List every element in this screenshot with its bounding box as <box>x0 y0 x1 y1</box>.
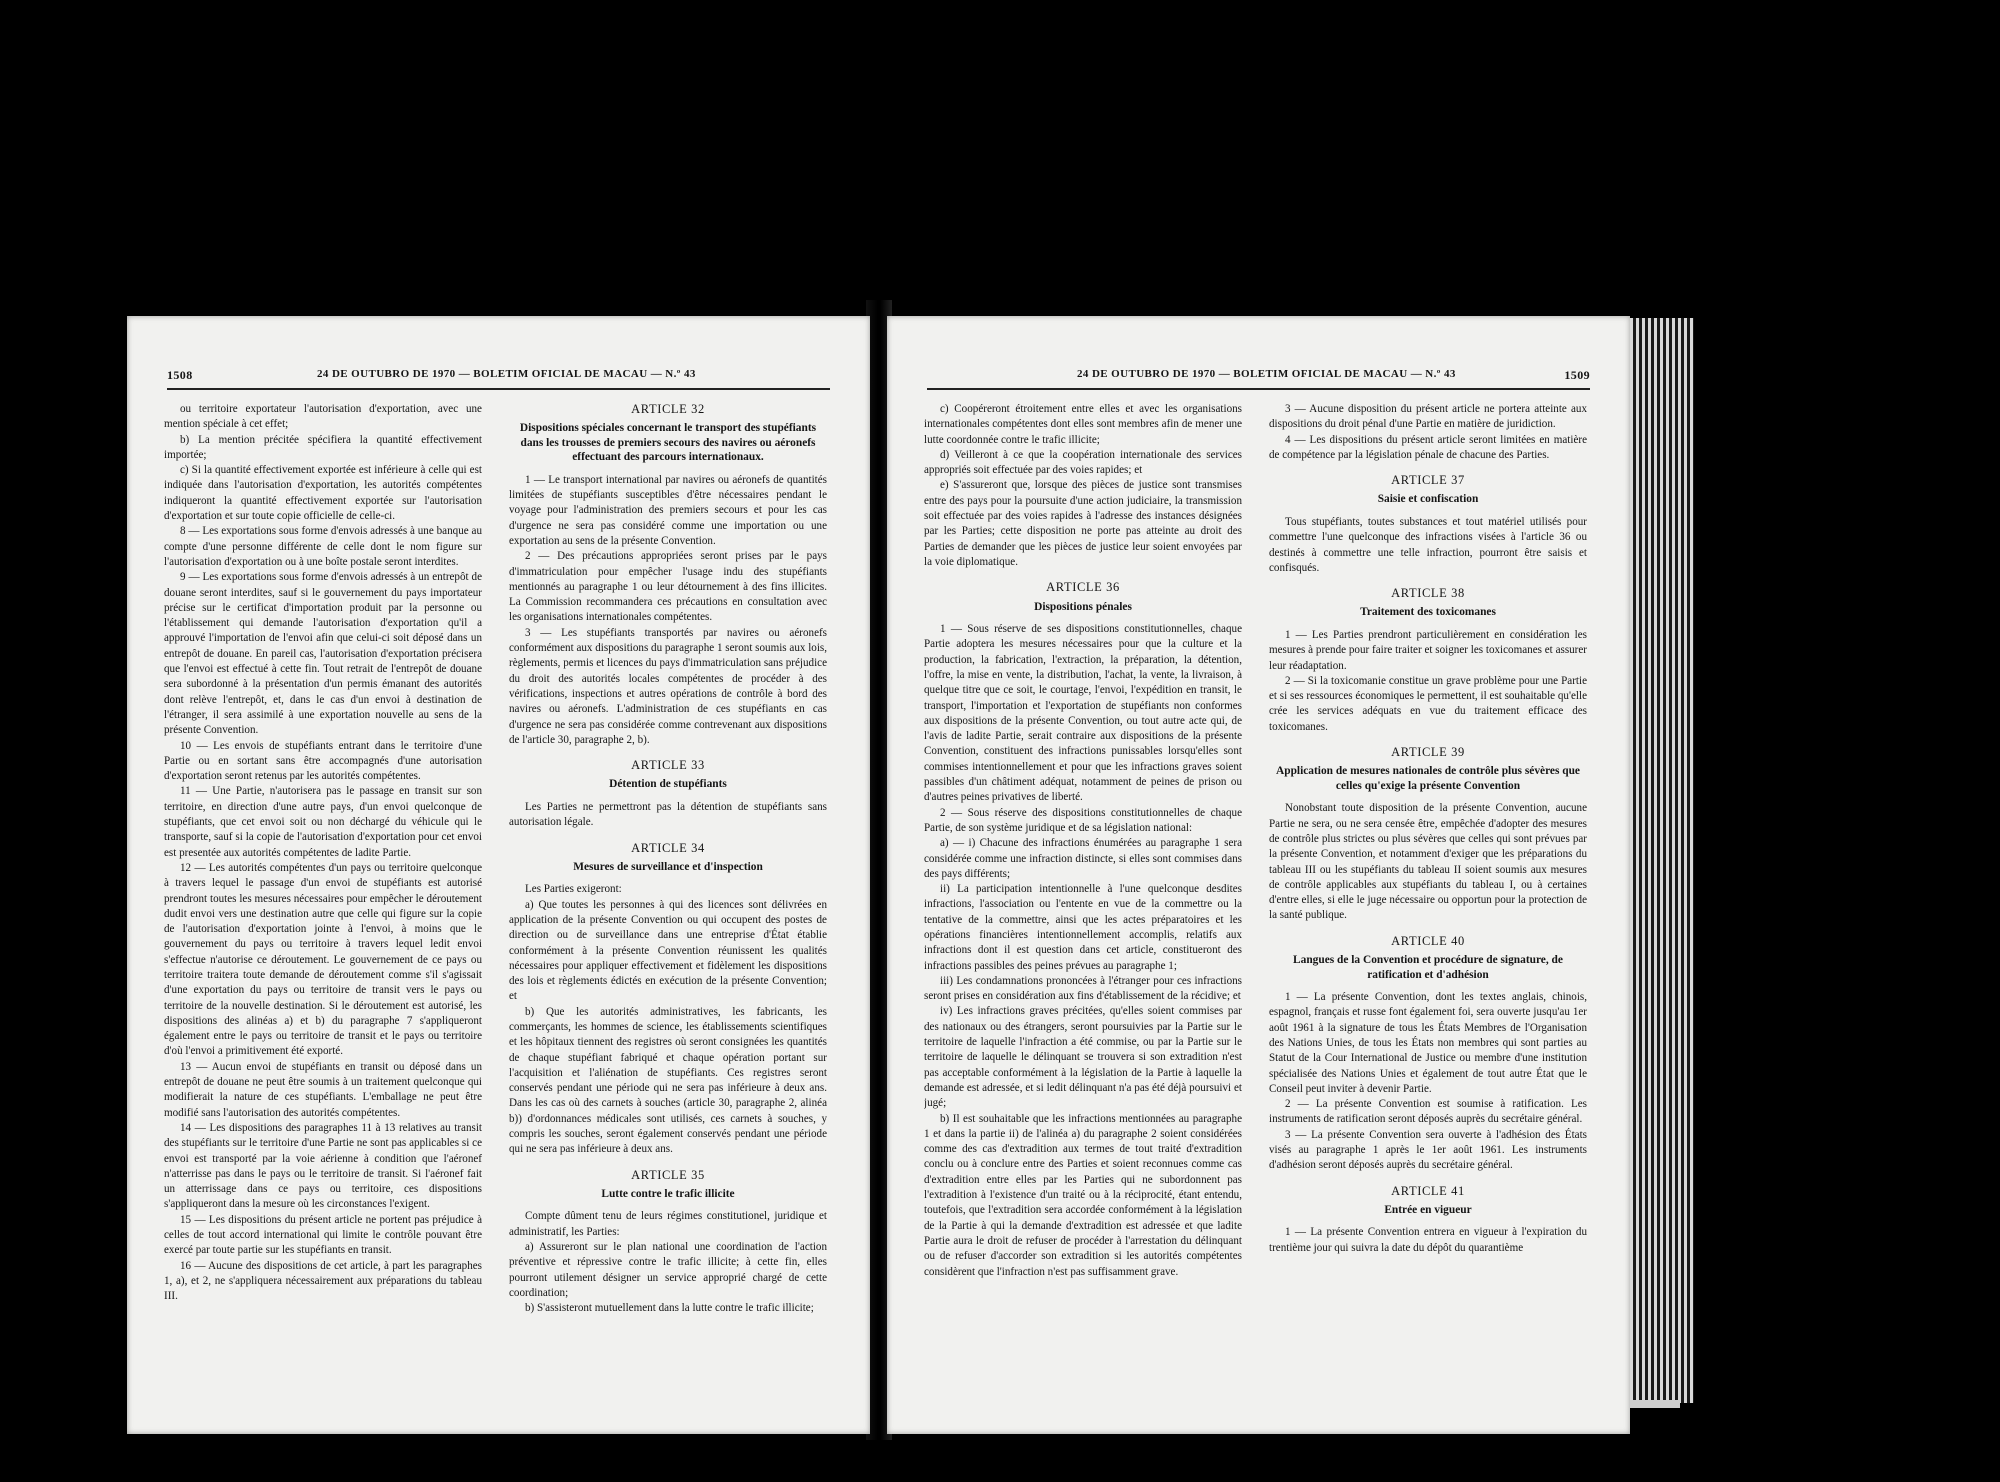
left-page-column-2 <box>509 402 827 1404</box>
paragraph: c) Si la quantité effectivement exportée est inférieure à celle qui est indiquée dans l'autorisation d'exportation, les autorités compétentes indiqueront la quantité effectivement exportée sur l'autorisation d'exportation et sur toute copie officielle de celle-ci. <box>164 464 482 523</box>
paragraph: 12 — Les autorités compétentes d'un pays ou territoire quelconque à travers lequel le passage d'un envoi de stupéfiants est autorisé prendront toutes les mesures nécessaires pour empêcher le déroutement dudit envoi vers une destination autre que celle qui figure sur la copie de l'autorisation d'exportation jointe à l'envoi, à moins que le gouvernement du pays ou territoire à travers lequel ledit envoi s'effectue n'autorise ce déroutement. Le gouvernement de ce pays ou territoire traitera toute demande de déroutement comme s'il s'agissait d'une exportation du pays ou territoire de transit vers le pays ou territoire de la nouvelle destination. Si le déroutement est autorisé, les dispositions des alinéas a) et b) du paragraphe 7 s'appliqueront également entre le pays ou territoire de transit et le pays ou territoire d'où l'envoi a primitivement été exporté. <box>164 861 482 1058</box>
article-title: Lutte contre le trafic illicite <box>601 1187 735 1200</box>
left-page <box>127 316 870 1434</box>
paragraph: ou territoire exportateur l'autorisation d'exportation, avec une mention spéciale à cet effet; <box>164 403 482 431</box>
paragraph: 2 — Sous réserve des dispositions constitutionnelles de chaque Partie, de son système juridique et de sa législation national: <box>924 806 1242 834</box>
article-heading: ARTICLE 36 <box>1046 580 1120 595</box>
article-title: Entrée en vigueur <box>1384 1203 1472 1216</box>
article-title: Traitement des toxicomanes <box>1360 606 1496 619</box>
page-number: 1509 <box>1564 368 1590 382</box>
paragraph: 11 — Une Partie, n'autorisera pas le passage en transit sur son territoire, en direction d'une autre pays, d'un envoi quelconque de stupéfiants, que cet envoi soit ou non déchargé du véhicule qui le transporte, sauf si la copie de l'autorisation d'exportation pour cet envoi est presentée aux autorités compétentes de ladite Partie. <box>164 785 482 859</box>
paragraph: 4 — Les dispositions du présent article seront limitées en matière de compétence par la législation pénale de chacune des Parties. <box>1269 433 1587 461</box>
article-heading: ARTICLE 33 <box>631 758 705 773</box>
paragraph: Les Parties ne permettront pas la détention de stupéfiants sans autorisation légale. <box>509 800 827 829</box>
paragraph: 3 — La présente Convention sera ouverte à l'adhésion des États visés au paragraphe 1 après le 1er août 1961. Les instruments d'adhésion seront déposés auprès du secrétaire général. <box>1269 1128 1587 1172</box>
paragraph: iv) Les infractions graves précitées, qu'elles soient commises par des nationaux ou des étrangers, seront poursuivies par la Partie sur le territoire de laquelle l'infraction a été commise, ou par la Partie sur le territoire de laquelle le délinquant se trouvera si son extradition n'est pas acceptable conformément à la législation de la Partie à laquelle la demande est adressée, et si ledit délinquant n'a pas été déjà poursuivi et jugé; <box>924 1005 1242 1110</box>
paragraph: Nonobstant toute disposition de la présente Convention, aucune Partie ne sera, ou ne sera censée être, empêchée d'adopter des mesures de contrôle plus strictes ou plus sévères que celles qui sont prévues par la présente Convention, et notamment d'exiger que les préparations du tableau III ou les stupéfiants du tableau II soient soumis aux mesures de contrôle applicables aux stupéfiants du tableau I, ou à certaines d'entre elles, si elle le juge nécessaire ou opportun pour la protection de la santé publique. <box>1269 802 1587 922</box>
right-page-column-1 <box>924 402 1242 1404</box>
right-page-column-2 <box>1269 402 1587 1404</box>
running-header: 24 DE OUTUBRO DE 1970 — BOLETIM OFICIAL DE MACAU — N.º 43 <box>1077 368 1456 380</box>
article-heading: ARTICLE 40 <box>1391 933 1465 948</box>
article-heading: ARTICLE 39 <box>1391 745 1465 760</box>
paragraph: b) La mention précitée spécifiera la quantité effectivement importée; <box>164 433 482 461</box>
paragraph: 2 — La présente Convention est soumise à ratification. Les instruments de ratification seront déposés auprès du secrétaire général. <box>1269 1098 1587 1126</box>
paragraph: d) Veilleront à ce que la coopération internationale des services appropriés soit effectuée par des voies rapides; et <box>924 448 1242 477</box>
article-heading: ARTICLE 41 <box>1391 1183 1465 1198</box>
article-heading: ARTICLE 34 <box>631 840 705 855</box>
paragraph: a) — i) Chacune des infractions énumérées au paragraphe 1 sera considérée comme une infraction distincte, si elles sont commises dans des pays différents; <box>924 837 1242 880</box>
article-heading: ARTICLE 35 <box>631 1167 705 1182</box>
left-page-header <box>167 368 830 390</box>
paragraph: 16 — Aucune des dispositions de cet article, à part les paragraphes 1, a), et 2, ne s'appliquera nécessairement aux préparations du tableau III. <box>164 1259 482 1303</box>
paragraph: 14 — Les dispositions des paragraphes 11 à 13 relatives au transit des stupéfiants sur le territoire d'une Partie ne sont pas applicables si ce envoi est transporté par la voie aérienne à condition que l'aéronef n'atterrisse pas dans le pays ou le territoire de transit. Si l'aéronef fait un atterrissage dans ce pays ou territoire, ces dispositions s'appliqueront dans la mesure où les circonstances l'exigent. <box>164 1121 482 1211</box>
paragraph: 1 — Les Parties prendront particulièrement en considération les mesures à prende pour faire traiter et soigner les toxicomanes et assurer leur réadaptation. <box>1269 628 1587 672</box>
article-title: Détention de stupéfiants <box>609 778 727 791</box>
article-title: Dispositions pénales <box>1034 600 1132 613</box>
right-page <box>887 316 1630 1434</box>
paragraph: e) S'assureront que, lorsque des pièces de justice sont transmises entre des pays pour la poursuite d'une action judiciaire, la transmission soit effectuée par des voies rapides à l'adresse des instances désignées par les Parties; cette disposition ne porte pas atteinte au droit des Parties de demander que les pièces de justice leur soient envoyées par la voie diplomatique. <box>924 479 1242 568</box>
paragraph: 10 — Les envois de stupéfiants entrant dans le territoire d'une Partie ou en sortant sans être accompagnés d'une autorisation d'exportation seront retenus par les autorités compétentes. <box>164 739 482 783</box>
paragraph: ii) La participation intentionnelle à l'une quelconque desdites infractions, l'association ou l'entente en vue de la commettre ou la tentative de la commettre, ainsi que les actes préparatoires et les opérations financières intentionnellement accomplis, relatifs aux infractions dont il est question dans cet article, constitueront des infractions passibles des peines prévues au paragraphe 1; <box>924 883 1242 972</box>
article-heading: ARTICLE 38 <box>1391 586 1465 601</box>
article-title: Saisie et confiscation <box>1377 493 1479 506</box>
paragraph: 1 — Sous réserve de ses dispositions constitutionnelles, chaque Partie adoptera les mesures nécessaires pour que la culture et la production, la fabrication, l'extraction, la préparation, la détention, l'offre, la mise en vente, la distribution, l'achat, la vente, la livraison, à quelque titre que ce soit, le courtage, l'envoi, l'expédition en transit, le transport, l'importation et l'exportation de stupéfiants non conformes aux dispositions de la présente Convention, ou tout autre acte qui, de l'avis de ladite Partie, serait contraire aux dispositions de la présente Convention, constituent des infractions punissables lorsqu'elles sont commises intentionnellement et pour que les infractions graves soient passibles d'un châtiment adéquat, notamment de peines de prison ou d'autres peines privatives de liberté. <box>924 623 1242 804</box>
paragraph: a) Que toutes les personnes à qui des licences sont délivrées en application de la présente Convention ou qui occupent des postes de direction ou de surveillance dans une entreprise d'État établie conformément à la présente Convention réunissent les qualités nécessaires pour appliquer effectivement et fidèlement les dispositions des lois et règlements édictés en exécution de la présente Convention; et <box>509 898 827 1003</box>
running-header: 24 DE OUTUBRO DE 1970 — BOLETIM OFICIAL DE MACAU — N.º 43 <box>317 368 696 380</box>
page-edges <box>1630 318 1694 1403</box>
paragraph: 1 — La présente Convention entrera en vigueur à l'expiration du trentième jour qui suivra la date du dépôt du quarantième <box>1269 1226 1587 1254</box>
left-page-column-1 <box>164 402 482 1404</box>
paragraph: 2 — Si la toxicomanie constitue un grave problème pour une Partie et si ses ressources économiques le permettent, il est souhaitable qu'elle crée les services adéquats en vue du traitement efficace des toxicomanes. <box>1269 674 1587 733</box>
page-number: 1508 <box>167 368 193 382</box>
article-title: Langues de la Convention et procédure de signature, de ratification et d'adhésion <box>1293 954 1563 981</box>
paragraph: 3 — Les stupéfiants transportés par navires ou aéronefs conformément aux dispositions du paragraphe 1 seront soumis aux lois, règlements, permis et licences du pays d'immatriculation sans préjudice du droit des autorités locales compétentes de procéder à des vérifications, inspections et autres opérations de contrôle à bord des navires ou aéronefs. L'administration de ces stupéfiants en cas d'urgence ne sera pas considérée comme contrevenant aux dispositions de l'article 30, paragraphe 2, b). <box>509 626 827 746</box>
paragraph: a) Assureront sur le plan national une coordination de l'action préventive et répressive contre le trafic illicite; à cette fin, elles pourront utilement désigner un service approprié chargé de cette coordination; <box>509 1241 827 1299</box>
article-title: Dispositions spéciales concernant le transport des stupéfiants dans les trousses de premiers secours des navires ou aéronefs effectuant des parcours internationaux. <box>519 422 817 464</box>
paragraph: Compte dûment tenu de leurs régimes constitutionel, juridique et administratif, les Parties: <box>509 1210 827 1238</box>
article-title: Application de mesures nationales de contrôle plus sévères que celles qu'exige la présente Convention <box>1276 765 1580 792</box>
paragraph: 1 — Le transport international par navires ou aéronefs de quantités limitées de stupéfiants susceptibles d'être nécessaires pendant le voyage pour l'administration des premiers secours et pour les cas d'urgence ne sera pas considéré comme une importation ou une exportation au sens de la présente Convention. <box>509 473 827 547</box>
paragraph: 8 — Les exportations sous forme d'envois adressés à une banque au compte d'une personne différente de celle dont le nom figure sur l'autorisation d'exportation ou à une boîte postale seront interdites. <box>164 525 482 568</box>
paragraph: Les Parties exigeront: <box>525 883 622 896</box>
paragraph: 13 — Aucun envoi de stupéfiants en transit ou déposé dans un entrepôt de douane ne peut être soumis à un traitement quelconque qui modifierait la nature de ces stupéfiants. L'emballage ne peut être modifié sans l'autorisation des autorités compétentes. <box>164 1060 482 1119</box>
paragraph: c) Coopéreront étroitement entre elles et avec les organisations internationales compétentes dont elles sont membres afin de mener une lutte coordonnée contre le trafic illicite; <box>924 403 1242 446</box>
paragraph: 3 — Aucune disposition du présent article ne portera atteinte aux dispositions du droit pénal d'une Partie en matière de juridiction. <box>1269 403 1587 431</box>
right-page-header <box>927 368 1590 390</box>
paragraph: Tous stupéfiants, toutes substances et tout matériel utilisés pour commettre l'une quelconque des infractions visées à l'article 36 ou destinés à commettre une telle infraction, pourront être saisis et confisqués. <box>1269 515 1587 574</box>
article-heading: ARTICLE 37 <box>1391 473 1465 488</box>
paragraph: b) S'assisteront mutuellement dans la lutte contre le trafic illicite; <box>525 1302 814 1315</box>
article-heading: ARTICLE 32 <box>631 402 705 416</box>
paragraph: iii) Les condamnations prononcées à l'étranger pour ces infractions seront prises en considération aux fins d'établissement de la récidive; et <box>924 974 1242 1003</box>
article-title: Mesures de surveillance et d'inspection <box>573 860 763 873</box>
paragraph: b) Que les autorités administratives, les fabricants, les commerçants, les hommes de science, les établissements scientifiques et les hôpitaux tiennent des registres où seront consignées les quantités de chaque stupéfiant fabriqué et chaque opération portant sur l'acquisition et l'aliénation de stupéfiants. Ces registres seront conservés pendant une période qui ne sera pas inférieure à deux ans. Dans les cas où des carnets à souches (article 30, paragraphe 2, alinéa b)) d'ordonnances médicales sont utilisés, ces carnets à souches, y compris les souches, seront également conservés pendant une période qui ne sera pas inférieure à deux ans. <box>509 1005 827 1156</box>
paragraph: 9 — Les exportations sous forme d'envois adressés à un entrepôt de douane seront interdites, sauf si le gouvernement du pays importateur précise sur le certificat d'importation produit par la personne ou l'établissement qui demande l'autorisation d'exportation qu'il a approuvé l'importation de l'envoi afin que celui-ci soit déposé dans un entrepôt de douane. En pareil cas, l'autorisation d'exportation précisera que l'envoi est effectué à cette fin. Tout retrait de l'entrepôt de douane sera subordonné à la présentation d'un permis émanant des autorités dont relève l'entrepôt, et, dans le cas d'un envoi à destination de l'étranger, il sera assimilé à une exportation nouvelle au sens de la présente Convention. <box>164 571 482 737</box>
paragraph: 2 — Des précautions appropriées seront prises par le pays d'immatriculation pour empêcher l'usage indu des stupéfiants mentionnés au paragraphe 1 ou leur détournement à des fins illicites. La Commission recommandera ces précautions en consultation avec les organisations internationales compétentes. <box>509 550 827 624</box>
paragraph: b) Il est souhaitable que les infractions mentionnées au paragraphe 1 et dans la partie ii) de l'alinéa a) du paragraphe 2 soient considérées comme des cas d'extradition aux termes de tout traité d'extradition conclu ou à conclure entre des Parties et soient reconnues comme cas d'extradition entre elles par les Parties qui ne subordonnent pas l'extradition à l'existence d'un traité ou à la réciprocité, étant entendu, toutefois, que l'extradition sera accordée conformément à la législation de la Partie à qui la demande d'extradition est adressée et que ladite Partie aura le droit de refuser de procéder à l'arrestation du délinquant ou de refuser d'accorder son extradition si les autorités compétentes considèrent que l'infraction n'est pas suffisamment grave. <box>924 1112 1242 1278</box>
paragraph: 1 — La présente Convention, dont les textes anglais, chinois, espagnol, français et russe font également foi, sera ouverte jusqu'au 1er août 1961 à la signature de tous les États Membres de l'Organisation des Nations Unies, de tous les États non membres qui sont parties au Statut de la Cour International de Justice ou membre d'une institution spécialisée des Nations Unies et également de tout autre État que le Conseil peut inviter à devenir Partie. <box>1269 991 1587 1095</box>
paragraph: 15 — Les dispositions du présent article ne portent pas préjudice à celles de tout accord international qui limite le contrôle pouvant être exercé par toute partie sur les stupéfiants en transit. <box>164 1213 482 1257</box>
